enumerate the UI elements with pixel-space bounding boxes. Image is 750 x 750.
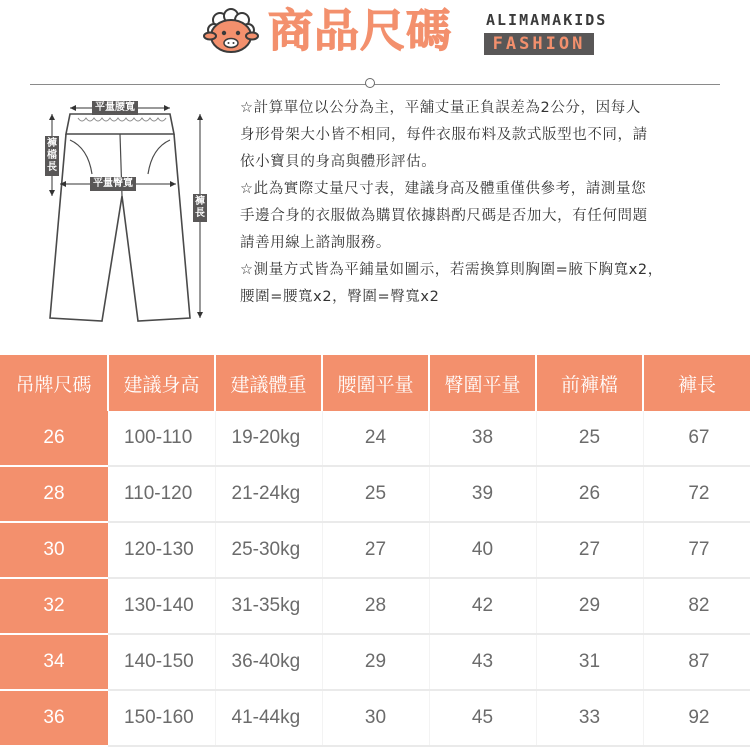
size-notes bbox=[240, 95, 700, 311]
cell-tag-size: 36 bbox=[0, 690, 108, 746]
cell-weight: 31-35kg bbox=[215, 578, 322, 634]
cell-weight: 19-20kg bbox=[215, 411, 322, 466]
col-header-height: 建議身高 bbox=[108, 355, 215, 411]
note-line: 手邊合身的衣服做為購買依據斟酌尺碼是否加大，有任何問題 bbox=[240, 208, 648, 224]
col-header-tag-size: 吊牌尺碼 bbox=[0, 355, 108, 411]
cell-weight: 41-44kg bbox=[215, 690, 322, 746]
cell-tag-size: 32 bbox=[0, 578, 108, 634]
cell-waist: 30 bbox=[322, 690, 429, 746]
cell-hip: 40 bbox=[429, 522, 536, 578]
label-rise: 褲檔長 bbox=[45, 136, 59, 176]
cell-waist: 29 bbox=[322, 634, 429, 690]
cell-length: 67 bbox=[643, 411, 750, 466]
page-title: 商品尺碼 bbox=[268, 4, 453, 57]
cell-height: 140-150 bbox=[108, 634, 215, 690]
table-row bbox=[0, 578, 750, 634]
cell-length: 92 bbox=[643, 690, 750, 746]
cell-tag-size: 26 bbox=[0, 411, 108, 466]
cell-hip: 42 bbox=[429, 578, 536, 634]
cell-height: 110-120 bbox=[108, 466, 215, 522]
cell-height: 130-140 bbox=[108, 578, 215, 634]
cell-length: 77 bbox=[643, 522, 750, 578]
note-line: 身形骨架大小皆不相同，每件衣服布料及款式版型也不同，請 bbox=[240, 127, 648, 143]
cell-waist: 24 bbox=[322, 411, 429, 466]
cell-front-rise: 31 bbox=[536, 634, 643, 690]
cell-tag-size: 28 bbox=[0, 466, 108, 522]
table-row bbox=[0, 522, 750, 578]
note-line: 依小寶貝的身高與體形評估。 bbox=[240, 154, 437, 170]
size-chart-table bbox=[0, 355, 750, 747]
note-line: ☆計算單位以公分為主，平舖丈量正負誤差為2公分，因每人 bbox=[240, 100, 641, 116]
table-header-row bbox=[0, 355, 750, 411]
cell-weight: 21-24kg bbox=[215, 466, 322, 522]
cell-height: 150-160 bbox=[108, 690, 215, 746]
label-waist-width: 平量腰寬 bbox=[92, 101, 138, 115]
cell-hip: 39 bbox=[429, 466, 536, 522]
cell-front-rise: 29 bbox=[536, 578, 643, 634]
col-header-front-rise: 前褲檔 bbox=[536, 355, 643, 411]
divider-ring-icon bbox=[365, 78, 375, 88]
divider-line bbox=[30, 84, 720, 85]
table-row bbox=[0, 634, 750, 690]
cell-height: 120-130 bbox=[108, 522, 215, 578]
cell-hip: 38 bbox=[429, 411, 536, 466]
pants-outline-icon bbox=[30, 96, 220, 336]
cell-hip: 43 bbox=[429, 634, 536, 690]
cell-waist: 27 bbox=[322, 522, 429, 578]
cell-front-rise: 25 bbox=[536, 411, 643, 466]
note-line: ☆此為實際丈量尺寸表，建議身高及體重僅供參考，請測量您 bbox=[240, 181, 647, 197]
cell-length: 87 bbox=[643, 634, 750, 690]
label-hip-width: 平量臀寬 bbox=[90, 177, 136, 191]
sheep-logo-icon bbox=[202, 6, 260, 56]
brand-tagline: FASHION bbox=[484, 33, 594, 55]
note-line: ☆測量方式皆為平鋪量如圖示，若需換算則胸圍=腋下胸寬x2， bbox=[240, 262, 663, 278]
cell-front-rise: 27 bbox=[536, 522, 643, 578]
col-header-waist: 腰圍平量 bbox=[322, 355, 429, 411]
label-length: 褲長 bbox=[193, 194, 207, 222]
col-header-hip: 臀圍平量 bbox=[429, 355, 536, 411]
cell-height: 100-110 bbox=[108, 411, 215, 466]
cell-tag-size: 30 bbox=[0, 522, 108, 578]
col-header-length: 褲長 bbox=[643, 355, 750, 411]
cell-front-rise: 33 bbox=[536, 690, 643, 746]
cell-length: 72 bbox=[643, 466, 750, 522]
table-row bbox=[0, 411, 750, 466]
col-header-weight: 建議體重 bbox=[215, 355, 322, 411]
cell-tag-size: 34 bbox=[0, 634, 108, 690]
cell-length: 82 bbox=[643, 578, 750, 634]
table-row bbox=[0, 690, 750, 746]
cell-waist: 28 bbox=[322, 578, 429, 634]
cell-weight: 25-30kg bbox=[215, 522, 322, 578]
cell-hip: 45 bbox=[429, 690, 536, 746]
brand-name: ALIMAMAKIDS bbox=[486, 11, 608, 29]
cell-front-rise: 26 bbox=[536, 466, 643, 522]
cell-weight: 36-40kg bbox=[215, 634, 322, 690]
note-line: 請善用線上諮詢服務。 bbox=[240, 235, 391, 251]
table-row bbox=[0, 466, 750, 522]
note-line: 腰圍=腰寬x2，臀圍=臀寬x2 bbox=[240, 289, 440, 305]
pants-measurement-diagram bbox=[30, 96, 220, 336]
cell-waist: 25 bbox=[322, 466, 429, 522]
